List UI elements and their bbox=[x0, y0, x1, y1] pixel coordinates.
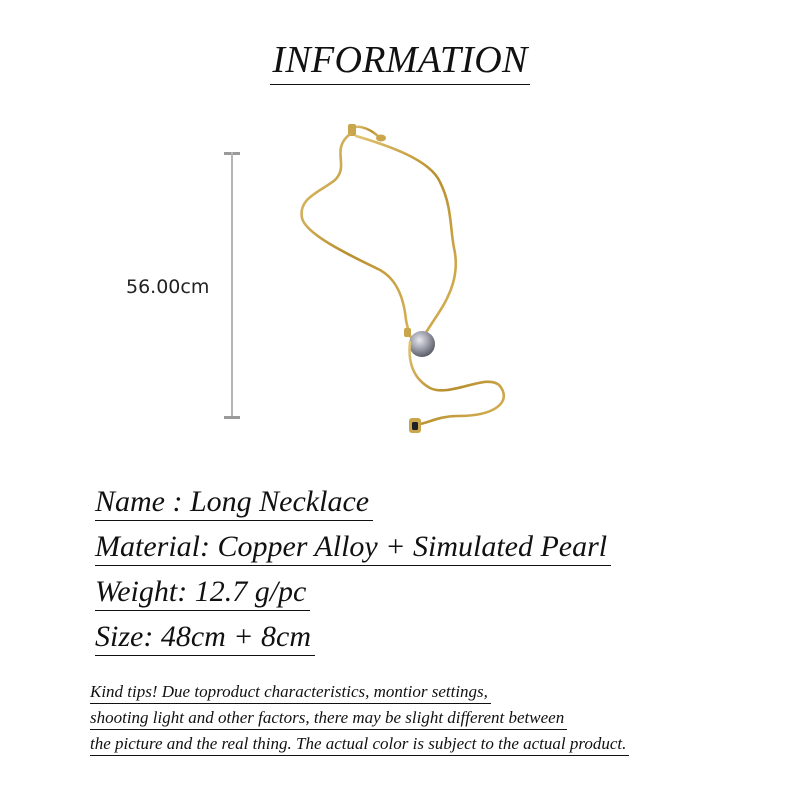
necklace-image bbox=[280, 110, 520, 450]
pearl-icon bbox=[409, 331, 435, 357]
page-title: INFORMATION bbox=[270, 39, 529, 85]
measure-line bbox=[231, 152, 233, 419]
measure-cap-bottom bbox=[224, 416, 240, 419]
chain-right bbox=[356, 136, 456, 336]
tip-line-2: shooting light and other factors, there may be slight different between bbox=[90, 707, 567, 730]
tip-line-1: Kind tips! Due toproduct characteristics, montior settings, bbox=[90, 681, 491, 704]
page-title-wrapper bbox=[0, 38, 800, 82]
length-measure-bar bbox=[224, 152, 240, 419]
spec-size: Size: 48cm + 8cm bbox=[95, 619, 315, 656]
spec-material: Material: Copper Alloy + Simulated Pearl bbox=[95, 529, 611, 566]
chain-left bbox=[302, 134, 414, 342]
spec-weight: Weight: 12.7 g/pc bbox=[95, 574, 310, 611]
spec-name: Name : Long Necklace bbox=[95, 484, 373, 521]
length-label: 56.00cm bbox=[126, 276, 210, 298]
chain-bead bbox=[404, 328, 411, 337]
clasp-tag bbox=[376, 135, 386, 142]
tip-line-3: the picture and the real thing. The actual color is subject to the actual product. bbox=[90, 733, 629, 756]
